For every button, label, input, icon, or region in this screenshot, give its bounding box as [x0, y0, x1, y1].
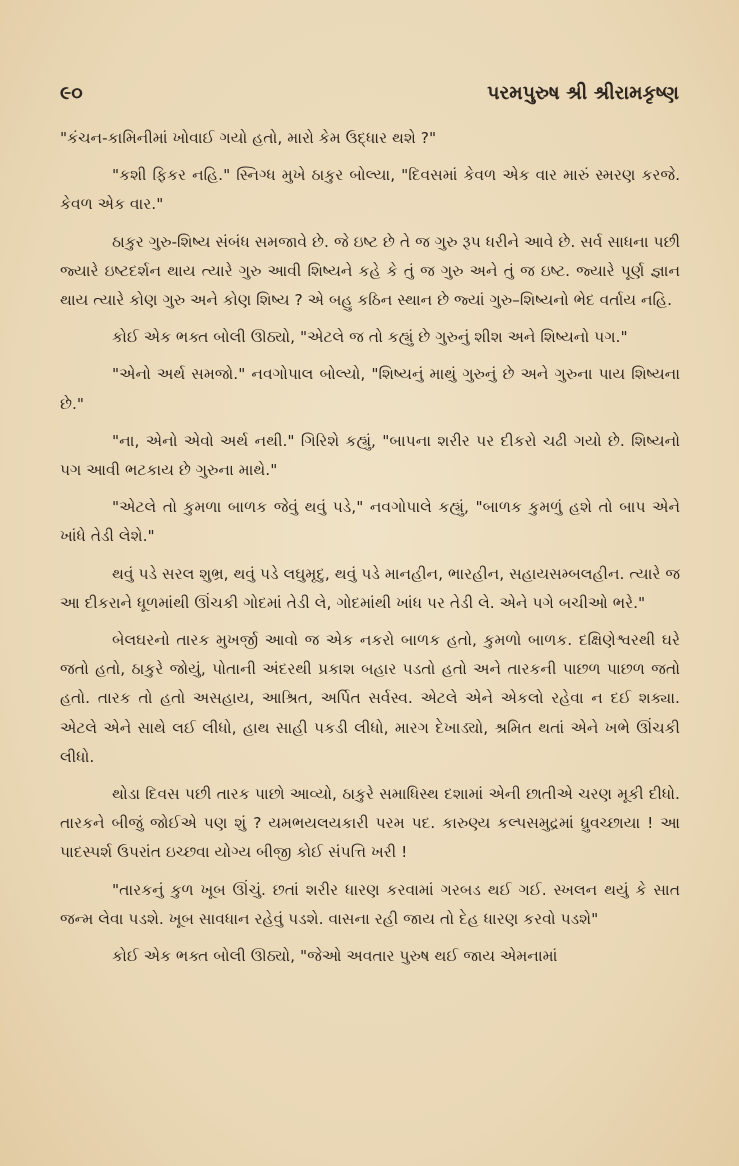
- paragraph: "એટલે તો કુમળા બાળક જેવું થવું પડે," નવગોપાલે કહ્યું, "બાળક કુમળું હશે તો બાપ એને ખાંધે તેડી લેશે.": [60, 498, 680, 546]
- page-header: [60, 82, 679, 112]
- paragraph: "એનો અર્થ સમજો." નવગોપાલ બોલ્યો, "શિષ્યનું માથું ગુરુનું છે અને ગુરુના પાય શિષ્યના છે.": [60, 365, 680, 413]
- paragraph: બેલઘરનો તારક મુખર્જી આવો જ એક નકરો બાળક હતો, કુમળો બાળક. દક્ષિણેશ્વરથી ઘરે જતો હતો, ઠાકુરે જોયું, પોતાની અંદરથી પ્રકાશ બહાર પડતો હતો અને તારકની પાછળ પાછળ જતો હતો. તારક તો હતો અસહાય, આશ્રિત, અર્પિત સર્વસ્વ. એટલે એને એકલો રહેવા ન દઈ શક્યા. એટલે એને સાથે લઈ લીધો, હાથ સાહી પકડી લીધો, મારગ દેખાડ્યો, શ્રમિત થતાં એને ખભે ઊંચકી લીધો.: [60, 631, 680, 766]
- paragraph: થોડા દિવસ પછી તારક પાછો આવ્યો, ઠાકુરે સમાધિસ્થ દશામાં એની છાતીએ ચરણ મૂકી દીધો. તારકને બીજું જોઈએ પણ શું ? યમભયલયકારી પરમ પદ. કારુણ્ય કલ્પસમુદ્રમાં ધ્રુવચ્છાયા ! આ પાદસ્પર્શ ઉપરાંત ઇચ્છવા યોગ્ય બીજી કોઈ સંપત્તિ ખરી !: [60, 785, 680, 862]
- paragraph: થવું પડે સરલ શુભ્ર, થવું પડે લઘુમૃદુ, થવું પડે માનહીન, ભારહીન, સહાયસમ્બલહીન. ત્યારે જ આ દીકરાને ધૂળમાંથી ઊંચકી ગોદમાં તેડી લે, ગોદમાંથી ખાંધ પર તેડી લે. એને પગે બચીઓ ભરે.": [60, 564, 680, 612]
- body-text: [60, 124, 680, 979]
- paragraph: કોઈ એક ભક્ત બોલી ઊઠ્યો, "એટલે જ તો કહ્યું છે ગુરુનું શીશ અને શિષ્યનો પગ.": [112, 328, 628, 347]
- paragraph: ઠાકુર ગુરુ-શિષ્ય સંબંધ સમજાવે છે. જે ઇષ્ટ છે તે જ ગુરુ રૂપ ધરીને આવે છે. સર્વ સાધના પછી જ્યારે ઇષ્ટદર્શન થાય ત્યારે ગુરુ આવી શિષ્યને કહે કે તું જ ગુરુ અને તું જ ઇષ્ટ. જ્યારે પૂર્ણ જ્ઞાન થાય ત્યારે કોણ ગુરુ અને કોણ શિષ્ય ? એ બહુ કઠિન સ્થાન છે જ્યાં ગુરુ–શિષ્યનો ભેદ વર્તાય નહિ.: [60, 232, 680, 310]
- paragraph: કોઈ એક ભક્ત બોલી ઊઠ્યો, "જેઓ અવતાર પુરુષ થઈ જાય એમનામાં: [112, 947, 558, 966]
- paragraph: "કશી ફિકર નહિ." સ્નિગ્ધ મુખે ઠાકુર બોલ્યા, "દિવસમાં કેવળ એક વાર મારું સ્મરણ કરજે. કેવળ એક વાર.": [60, 166, 680, 214]
- page-number: ૯૦: [60, 82, 83, 104]
- running-title: પરમપુરુષ શ્રી શ્રીરામકૃષ્ણ: [487, 82, 679, 104]
- paragraph: "કંચન-કામિનીમાં ખોવાઈ ગયો હતો, મારો કેમ ઉદ્ધાર થશે ?": [60, 129, 437, 147]
- paragraph: "ના, એનો એવો અર્થ નથી." ગિરિશે કહ્યું, "બાપના શરીર પર દીકરો ચઢી ગયો છે. શિષ્યનો પગ આવી ભટકાય છે ગુરુના માથે.": [60, 431, 680, 480]
- paragraph: "તારકનું કુળ ખૂબ ઊંચું. છતાં શરીર ધારણ કરવામાં ગરબડ થઈ ગઈ. સ્ખલન થયું કે સાત જન્મ લેવા પડશે. ખૂબ સાવધાન રહેવું પડશે. વાસના રહી જાય તો દેહ ધારણ કરવો પડશે": [60, 880, 680, 928]
